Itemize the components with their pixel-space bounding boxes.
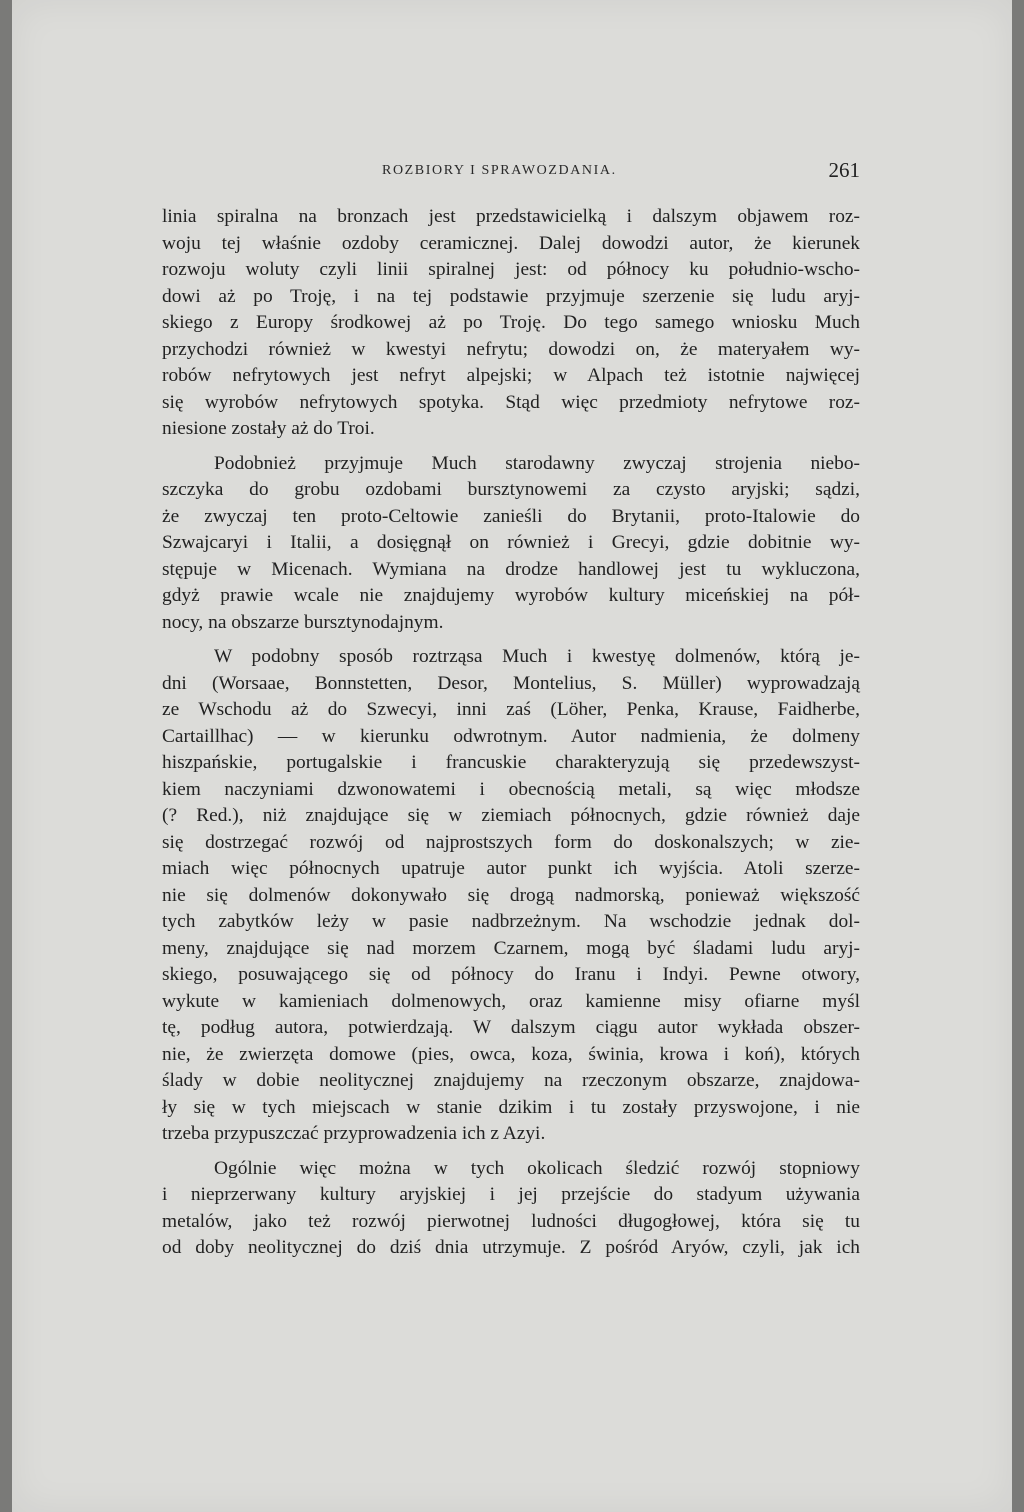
text-line: trzeba przypuszczać przyprowadzenia ich z Azyi. (162, 1123, 546, 1144)
text-line: Podobnież przyjmuje Much starodawny zwyczaj strojenia niebo- (214, 452, 860, 474)
running-head (162, 158, 862, 188)
text-line: Szwajcaryi i Italii, a dosięgnął on również i Grecyi, gdzie dobitnie wy- (162, 532, 860, 553)
text-line: W podobny sposób roztrząsa Much i kwestyę dolmenów, którą je- (214, 646, 860, 667)
text-line: (? Red.), niż znajdujące się w ziemiach północnych, gdzie również daje (162, 805, 860, 826)
text-line: rozwoju woluty czyli linii spiralnej jest: od północy ku południo-wscho- (162, 259, 860, 280)
text-line: tę, podług autora, potwierdzają. W dalszym ciągu autor wykłada obszer- (162, 1017, 860, 1038)
text-line: ły się w tych miejscach w stanie dzikim i tu zostały przyswojone, i nie (162, 1096, 860, 1118)
text-line: gdyż prawie wcale nie znajdujemy wyrobów kultury miceńskiej na pół- (162, 585, 860, 606)
text-line: że zwyczaj ten proto-Celtowie zanieśli do Brytanii, proto-Italowie do (162, 505, 860, 527)
text-line: Ogólnie więc można w tych okolicach śledzić rozwój stopniowy (214, 1157, 860, 1179)
text-line: miach więc północnych upatruje autor punkt ich wyjścia. Atoli szerze- (162, 858, 860, 879)
text-line: szczyka do grobu ozdobami bursztynowemi za czysto aryjski; sądzi, (162, 479, 860, 500)
text-line: niesione zostały aż do Troi. (162, 418, 375, 439)
running-title: ROZBIORY I SPRAWOZDANIA. (382, 163, 617, 178)
paragraph-4 (162, 1156, 860, 1262)
text-line: Cartaillhac) — w kierunku odwrotnym. Autor nadmienia, że dolmeny (162, 725, 860, 747)
text-line: dni (Worsaae, Bonnstetten, Desor, Montelius, S. Müller) wyprowadzają (162, 672, 860, 694)
scanned-page (12, 0, 1012, 1512)
text-line: od doby neolitycznej do dziś dnia utrzymuje. Z pośród Aryów, czyli, jak ich (162, 1237, 860, 1258)
text-line: linia spiralna na bronzach jest przedstawicielką i dalszym objawem roz- (162, 206, 860, 227)
text-line: przychodzi również w kwestyi nefrytu; dowodzi on, że materyałem wy- (162, 338, 860, 360)
text-line: ze Wschodu aż do Szwecyi, inni zaś (Löher, Penka, Krause, Faidherbe, (162, 699, 860, 720)
text-line: nocy, na obszarze bursztynodajnym. (162, 611, 444, 633)
body-text (162, 204, 860, 1262)
text-line: meny, znajdujące się nad morzem Czarnem, mogą być śladami ludu aryj- (162, 937, 860, 959)
text-line: metalów, jako też rozwój pierwotnej ludności długogłowej, która się tu (162, 1210, 860, 1232)
text-line: woju tej właśnie ozdoby ceramicznej. Dalej dowodzi autor, że kierunek (162, 232, 860, 254)
page-number: 261 (828, 158, 860, 182)
text-line: skiego, posuwającego się od północy do Iranu i Indyi. Pewne otwory, (162, 964, 860, 985)
text-line: robów nefrytowych jest nefryt alpejski; w Alpach też istotnie najwięcej (162, 365, 860, 386)
text-line: się dostrzegać rozwój od najprostszych form do doskonalszych; w zie- (162, 831, 860, 853)
paragraph-1 (162, 204, 860, 443)
text-line: stępuje w Micenach. Wymiana na drodze handlowej jest tu wykluczona, (162, 558, 860, 580)
text-line: kiem naczyniami dzwonowatemi i obecnością metali, są więc młodsze (162, 778, 860, 800)
text-line: i nieprzerwany kultury aryjskiej i jej przejście do stadyum używania (162, 1184, 860, 1205)
paragraph-2 (162, 451, 860, 637)
text-line: nie się dolmenów dokonywało się drogą nadmorską, ponieważ większość (162, 884, 860, 906)
text-line: tych zabytków leży w pasie nadbrzeżnym. Na wschodzie jednak dol- (162, 911, 860, 932)
text-line: ślady w dobie neolitycznej znajdujemy na rzeczonym obszarze, znajdowa- (162, 1070, 860, 1091)
text-line: wykute w kamieniach dolmenowych, oraz kamienne misy ofiarne myśl (162, 990, 860, 1012)
text-line: dowi aż po Troję, i na tej podstawie przyjmuje szerzenie się ludu aryj- (162, 285, 860, 307)
text-line: skiego z Europy środkowej aż po Troję. Do tego samego wniosku Much (162, 312, 860, 333)
text-line: się wyrobów nefrytowych spotyka. Stąd więc przedmioty nefrytowe roz- (162, 391, 860, 413)
text-line: nie, że zwierzęta domowe (pies, owca, koza, świnia, krowa i koń), których (162, 1043, 860, 1065)
text-line: hiszpańskie, portugalskie i francuskie charakteryzują się przedewszyst- (162, 752, 860, 773)
paragraph-3 (162, 644, 860, 1148)
